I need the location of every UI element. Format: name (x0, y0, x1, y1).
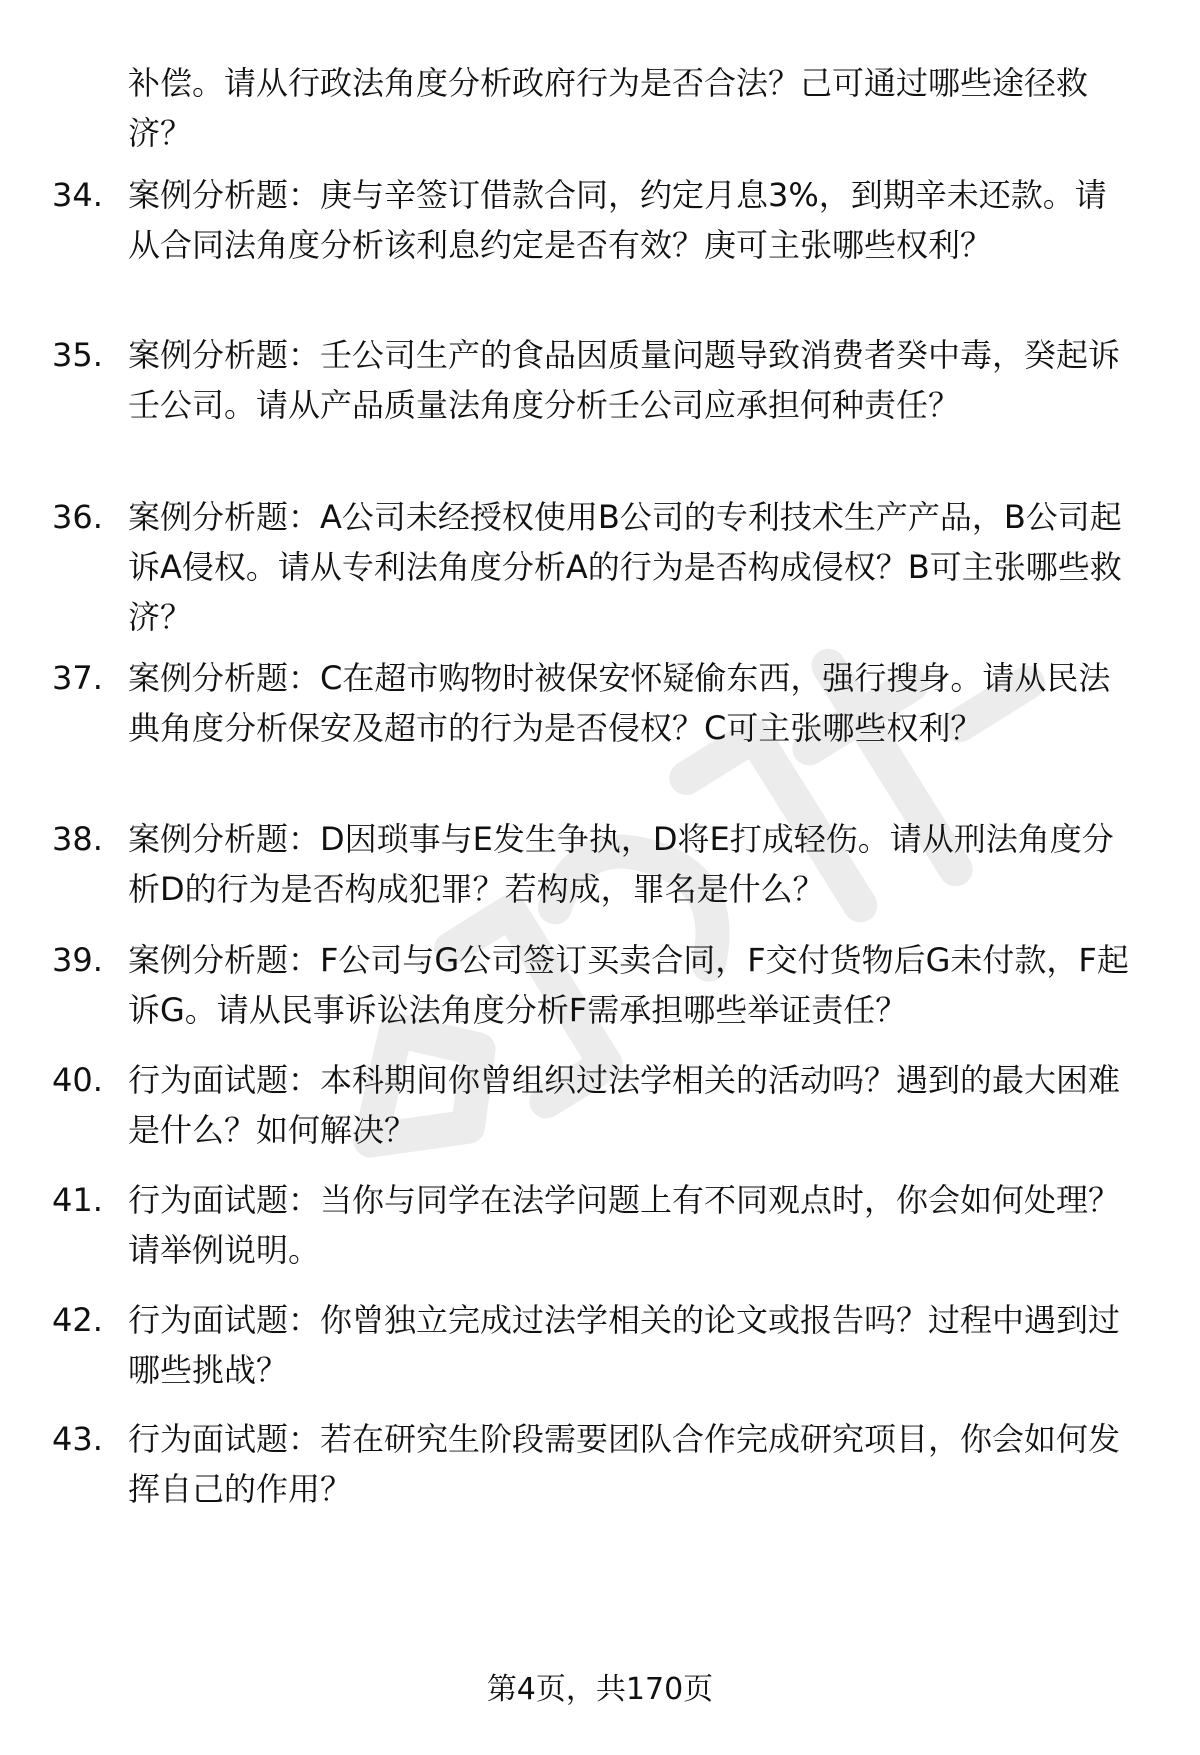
question-number: 36. (52, 498, 103, 536)
question-number: 37. (52, 659, 103, 697)
question-number: 40. (52, 1061, 103, 1099)
question-text: 行为面试题：你曾独立完成过法学相关的论文或报告吗？过程中遇到过哪些挑战？ (128, 1301, 1121, 1389)
question-item-34 (52, 170, 1142, 270)
question-item-35 (52, 330, 1142, 430)
question-number: 34. (52, 176, 103, 214)
question-number: 39. (52, 941, 103, 979)
question-number: 35. (52, 336, 103, 374)
question-text: 行为面试题：本科期间你曾组织过法学相关的活动吗？遇到的最大困难是什么？如何解决？ (128, 1061, 1121, 1149)
question-item-39 (52, 935, 1142, 1035)
question-item-43 (52, 1414, 1142, 1514)
question-text: 案例分析题：庚与辛签订借款合同，约定月息3%，到期辛未还款。请从合同法角度分析该利息约定是否有效？庚可主张哪些权利？ (128, 176, 1107, 264)
question-number: 43. (52, 1420, 103, 1458)
question-text: 行为面试题：若在研究生阶段需要团队合作完成研究项目，你会如何发挥自己的作用？ (128, 1420, 1121, 1508)
continuation-paragraph: 补偿。请从行政法角度分析政府行为是否合法？己可通过哪些途径救济？ (128, 64, 1089, 152)
question-text: 案例分析题：壬公司生产的食品因质量问题导致消费者癸中毒，癸起诉壬公司。请从产品质量法角度分析壬公司应承担何种责任？ (128, 336, 1121, 424)
question-item-42 (52, 1295, 1142, 1395)
question-text: 案例分析题：C在超市购物时被保安怀疑偷东西，强行搜身。请从民法典角度分析保安及超市的行为是否侵权？C可主张哪些权利？ (128, 659, 1111, 747)
question-item-40 (52, 1055, 1142, 1155)
question-text: 案例分析题：A公司未经授权使用B公司的专利技术生产产品，B公司起诉A侵权。请从专利法角度分析A的行为是否构成侵权？B可主张哪些救济？ (128, 498, 1122, 636)
question-text: 案例分析题：D因琐事与E发生争执，D将E打成轻伤。请从刑法角度分析D的行为是否构成犯罪？若构成，罪名是什么？ (128, 820, 1114, 908)
question-item-37 (52, 653, 1142, 753)
question-text: 行为面试题：当你与同学在法学问题上有不同观点时，你会如何处理？请举例说明。 (128, 1181, 1121, 1269)
question-item-38 (52, 814, 1142, 914)
question-text: 案例分析题：F公司与G公司签订买卖合同，F交付货物后G未付款，F起诉G。请从民事诉讼法角度分析F需承担哪些举证责任？ (128, 941, 1129, 1029)
question-number: 42. (52, 1301, 103, 1339)
page-footer: 第4页，共170页 (486, 1672, 714, 1707)
question-number: 41. (52, 1181, 103, 1219)
question-item-36 (52, 492, 1142, 642)
question-item-41 (52, 1175, 1142, 1275)
question-number: 38. (52, 820, 103, 858)
